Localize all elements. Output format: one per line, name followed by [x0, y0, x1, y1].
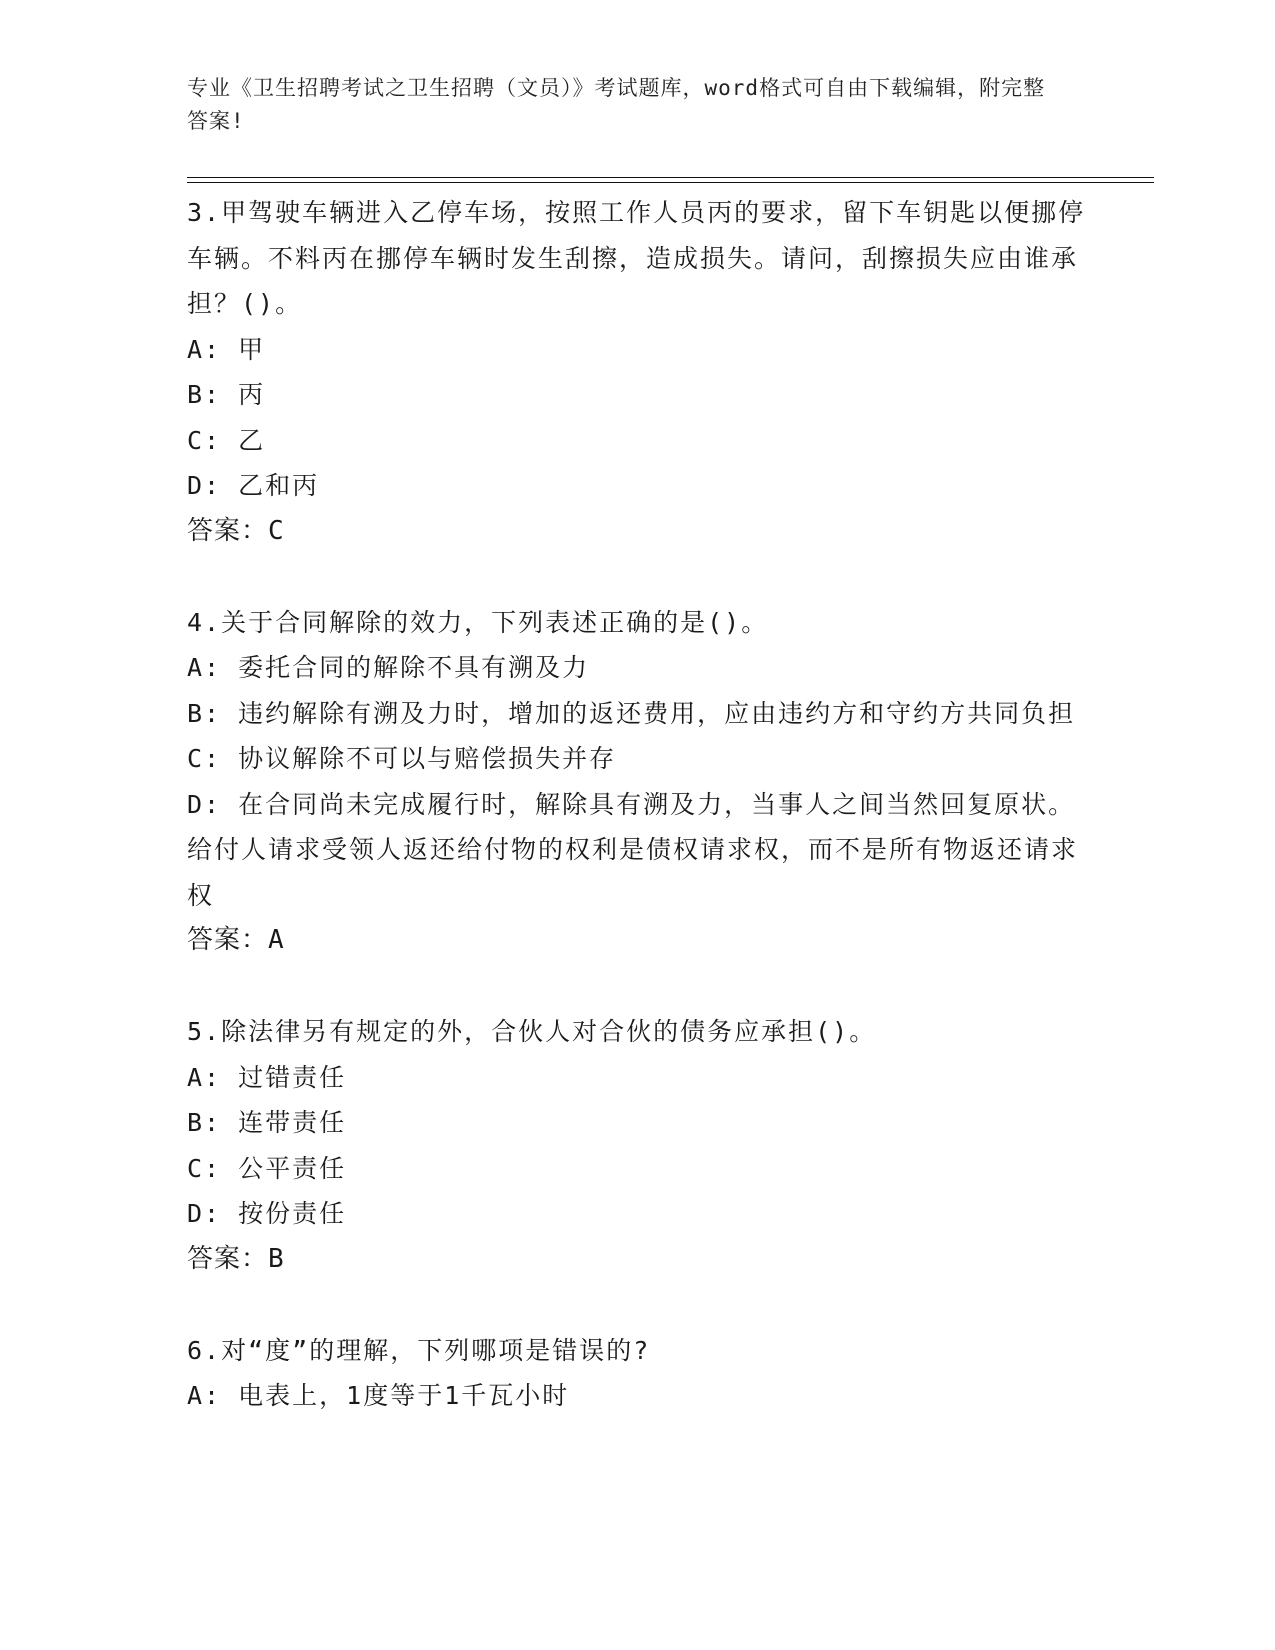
answer-line: [187, 918, 1087, 964]
option-b: B: 丙: [187, 380, 266, 409]
option-a: A: 甲: [187, 334, 266, 364]
answer-line: [187, 509, 1087, 555]
answer-label: 答案：: [187, 925, 269, 955]
header-divider-bottom: [187, 182, 1154, 183]
option-a: A: 过错责任: [187, 1062, 347, 1092]
question-text: 5.除法律另有规定的外，合伙人对合伙的债务应承担()。: [187, 1017, 877, 1046]
question-text: 3.甲驾驶车辆进入乙停车场，按照工作人员丙的要求，留下车钥匙以便挪停车辆。不料丙在挪停车辆时发生刮擦，造成损失。请问，刮擦损失应由谁承担？()。: [187, 198, 1086, 318]
option-a: A: 委托合同的解除不具有溯及力: [187, 653, 590, 682]
header-divider-top: [187, 177, 1154, 178]
question-item: [187, 600, 1087, 964]
option-d: D: 乙和丙: [187, 471, 320, 500]
question-spacer: [187, 1282, 1087, 1328]
option-d: D: 按份责任: [187, 1199, 347, 1228]
header-text: 专业《卫生招聘考试之卫生招聘（文员）》考试题库，word格式可自由下载编辑，附完整答案!: [187, 76, 1046, 133]
question-spacer: [187, 964, 1087, 1010]
question-list: [187, 190, 1087, 1419]
option-b: B: 连带责任: [187, 1108, 347, 1137]
question-item: [187, 1009, 1087, 1282]
answer-line: [187, 1237, 1087, 1283]
question-item: [187, 190, 1087, 554]
question-text: 4.关于合同解除的效力，下列表述正确的是()。: [187, 607, 769, 637]
option-b: B: 违约解除有溯及力时，增加的返还费用，应由违约方和守约方共同负担: [187, 698, 1076, 728]
question-spacer: [187, 554, 1087, 600]
answer-value: B: [268, 1243, 285, 1274]
answer-label: 答案：: [187, 515, 269, 546]
option-c: C: 乙: [187, 425, 266, 455]
question-item: [187, 1328, 1087, 1419]
document-header: [187, 72, 1067, 138]
option-d: D: 在合同尚未完成履行时，解除具有溯及力，当事人之间当然回复原状。给付人请求受领人返还给付物的权利是债权请求权，而不是所有物返还请求权: [187, 789, 1079, 910]
option-c: C: 公平责任: [187, 1153, 347, 1183]
answer-value: C: [268, 515, 285, 546]
answer-label: 答案：: [187, 1243, 269, 1274]
answer-value: A: [268, 925, 285, 955]
question-text: 6.对“度”的理解，下列哪项是错误的?: [187, 1335, 651, 1365]
option-c: C: 协议解除不可以与赔偿损失并存: [187, 744, 617, 773]
option-a: A: 电表上，1度等于1千瓦小时: [187, 1381, 570, 1410]
